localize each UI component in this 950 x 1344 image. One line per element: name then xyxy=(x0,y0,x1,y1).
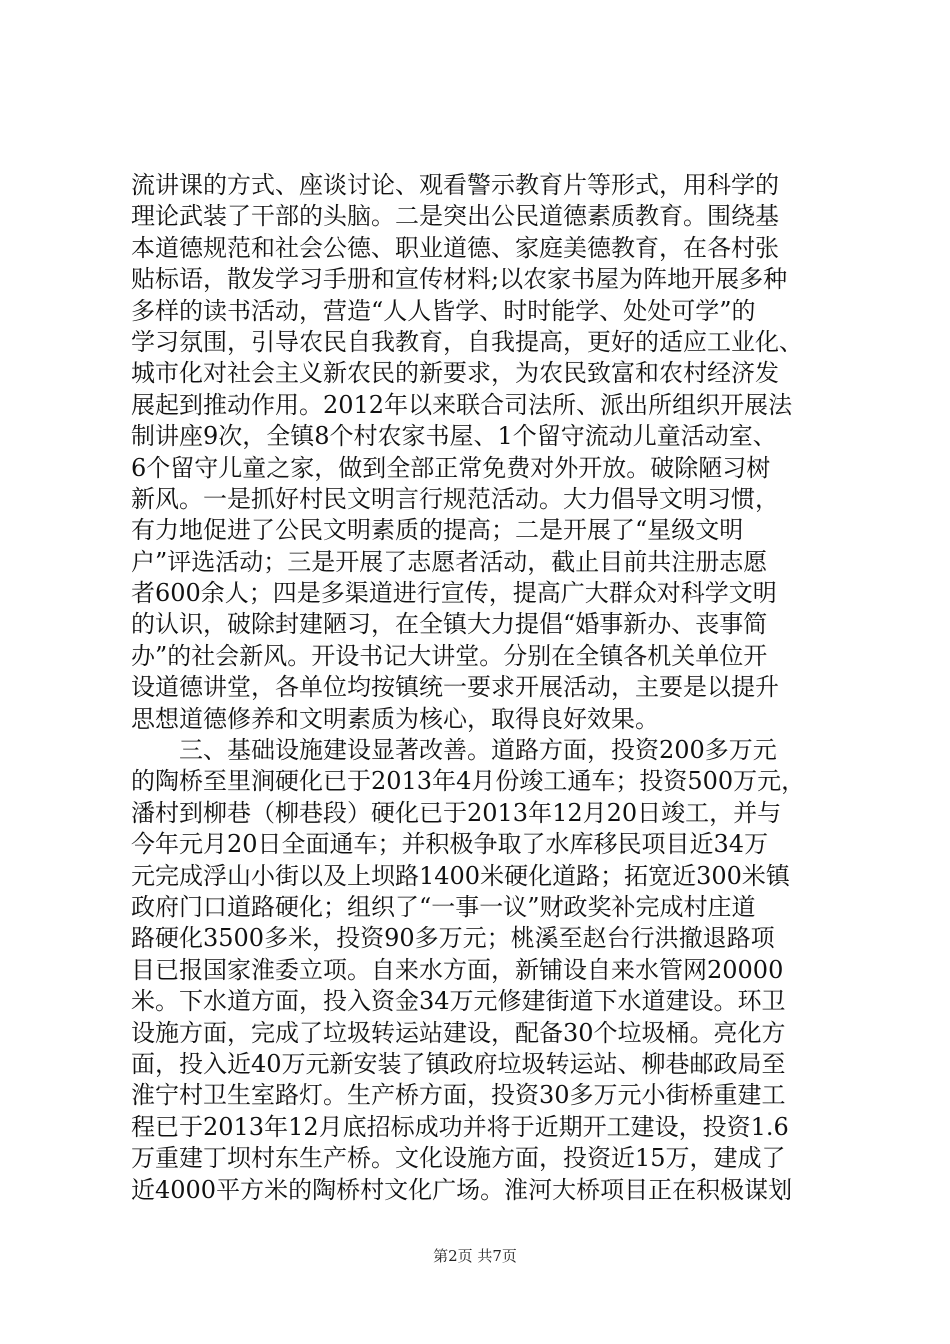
document-body xyxy=(131,170,831,1206)
text-line: 城市化对社会主义新农民的新要求，为农民致富和农村经济发 xyxy=(131,359,779,388)
text-line: 办”的社会新风。开设书记大讲堂。分别在全镇各机关单位开 xyxy=(131,641,768,670)
text-line: 流讲课的方式、座谈讨论、观看警示教育片等形式，用科学的 xyxy=(131,171,779,199)
text-line: 淮宁村卫生室路灯。生产桥方面，投资30多万元小街桥重建工 xyxy=(131,1081,786,1110)
text-line: 元完成浮山小街以及上坝路1400米硬化道路；拓宽近300米镇 xyxy=(131,861,790,890)
text-line: 户”评选活动；三是开展了志愿者活动，截止目前共注册志愿 xyxy=(131,547,768,576)
text-line: 今年元月20日全面通车；并积极争取了水库移民项目近34万 xyxy=(131,830,769,859)
text-line: 潘村到柳巷（柳巷段）硬化已于2013年12月20日竣工，并与 xyxy=(131,798,782,827)
text-line: 学习氛围，引导农民自我教育，自我提高，更好的适应工业化、 xyxy=(131,327,803,356)
text-line: 近4000平方米的陶桥村文化广场。淮河大桥项目正在积极谋划 xyxy=(131,1175,793,1204)
text-line: 制讲座9次，全镇8个村农家书屋、1个留守流动儿童活动室、 xyxy=(131,422,777,451)
text-line: 贴标语，散发学习手册和宣传材料;以农家书屋为阵地开展多种 xyxy=(131,265,788,294)
text-line: 6个留守儿童之家，做到全部正常免费对外开放。破除陋习树 xyxy=(131,453,771,482)
text-line: 目已报国家淮委立项。自来水方面，新铺设自来水管网20000 xyxy=(131,955,784,984)
text-line: 本道德规范和社会公德、职业道德、家庭美德教育，在各村张 xyxy=(131,233,779,262)
page-footer xyxy=(0,1246,950,1266)
text-line: 设施方面，完成了垃圾转运站建设，配备30个垃圾桶。亮化方 xyxy=(131,1018,786,1047)
text-line: 展起到推动作用。2012年以来联合司法所、派出所组织开展法 xyxy=(131,390,793,419)
text-line: 设道德讲堂，各单位均按镇统一要求开展活动，主要是以提升 xyxy=(131,673,779,702)
text-line: 程已于2013年12月底招标成功并将于近期开工建设，投资1.6 xyxy=(131,1112,789,1141)
text-line: 米。下水道方面，投入资金34万元修建街道下水道建设。环卫 xyxy=(131,987,786,1016)
text-line: 有力地促进了公民文明素质的提高；二是开展了“星级文明 xyxy=(131,516,744,545)
text-line: 思想道德修养和文明素质为核心，取得良好效果。 xyxy=(131,704,659,733)
text-line: 的陶桥至里涧硬化已于2013年4月份竣工通车；投资500万元， xyxy=(131,767,806,796)
text-line: 者600余人；四是多渠道进行宣传，提高广大群众对科学文明 xyxy=(131,579,777,608)
text-line: 新风。一是抓好村民文明言行规范活动。大力倡导文明习惯， xyxy=(131,484,779,513)
text-line: 路硬化3500多米，投资90多万元；桃溪至赵台行洪撤退路项 xyxy=(131,924,775,953)
text-line: 政府门口道路硬化；组织了“一事一议”财政奖补完成村庄道 xyxy=(131,892,756,921)
page-number-label: 第2页 共7页 xyxy=(433,1247,517,1265)
section-heading-line: 三、基础设施建设显著改善。道路方面，投资200多万元 xyxy=(179,736,777,765)
text-line: 面，投入近40万元新安装了镇政府垃圾转运站、柳巷邮政局至 xyxy=(131,1049,786,1078)
text-line: 万重建丁坝村东生产桥。文化设施方面，投资近15万，建成了 xyxy=(131,1144,786,1173)
text-line: 的认识，破除封建陋习，在全镇大力提倡“婚事新办、丧事简 xyxy=(131,610,768,639)
text-line: 多样的读书活动，营造“人人皆学、时时能学、处处可学”的 xyxy=(131,296,756,325)
text-line: 理论武装了干部的头脑。二是突出公民道德素质教育。围绕基 xyxy=(131,202,779,231)
